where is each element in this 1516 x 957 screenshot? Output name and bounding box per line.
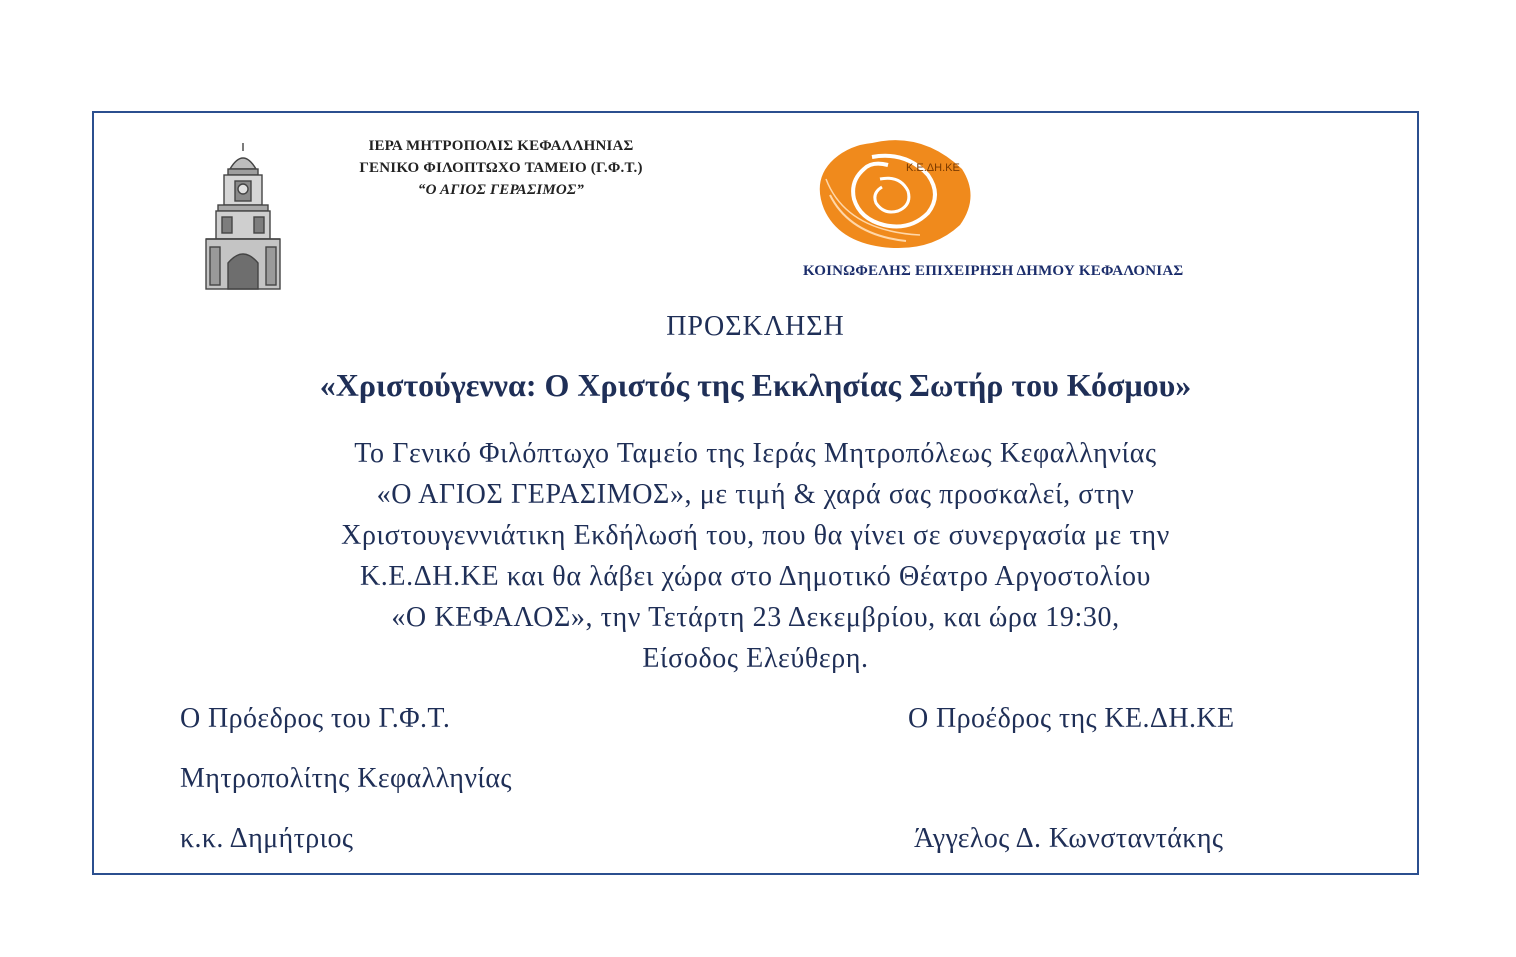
left-signature-name: κ.κ. Δημήτριος — [180, 823, 354, 854]
body-line: Κ.Ε.ΔΗ.ΚΕ και θα λάβει χώρα στο Δημοτικό Θέατρο Αργοστολίου — [359, 561, 1152, 592]
left-signature-title: Μητροπολίτης Κεφαλληνίας — [180, 763, 512, 794]
kedhke-logo-text: Κ.Ε.ΔΗ.ΚΕ — [906, 162, 960, 174]
church-line-1: ΙΕΡΑ ΜΗΤΡΟΠΟΛΙΣ ΚΕΦΑΛΛΗΝΙΑΣ — [368, 138, 634, 154]
left-signature-role: Ο Πρόεδρος του Γ.Φ.Τ. — [180, 703, 451, 734]
body-line: Το Γενικό Φιλόπτωχο Ταμείο της Ιεράς Μητροπόλεως Κεφαλληνίας — [354, 438, 1157, 469]
body-line: Χριστουγεννιάτικη Εκδήλωσή του, που θα γίνει σε συνεργασία με την — [341, 520, 1170, 551]
body-line: Είσοδος Ελεύθερη. — [642, 643, 869, 674]
church-line-3: “Ο ΑΓΙΟΣ ΓΕΡΑΣΙΜΟΣ” — [417, 182, 585, 198]
right-signature-name: Άγγελος Δ. Κωνσταντάκης — [914, 823, 1224, 854]
bell-tower-icon — [198, 139, 288, 291]
nautilus-shell-icon — [810, 135, 975, 253]
body-line: «Ο ΑΓΙΟΣ ΓΕΡΑΣΙΜΟΣ», με τιμή & χαρά σας προσκαλεί, στην — [376, 479, 1135, 510]
event-title: «Χριστούγεννα: Ο Χριστός της Εκκλησίας Σωτήρ του Κόσμου» — [319, 367, 1192, 403]
kedhke-caption: ΚΟΙΝΩΦΕΛΗΣ ΕΠΙΧΕΙΡΗΣΗ ΔΗΜΟΥ ΚΕΦΑΛΟΝΙΑΣ — [803, 263, 1184, 279]
right-signature-role: Ο Προέδρος της ΚΕ.ΔΗ.ΚΕ — [908, 703, 1235, 734]
church-header — [321, 135, 681, 201]
invitation-label: ΠΡΟΣΚΛΗΣΗ — [666, 311, 845, 342]
invitation-body — [94, 433, 1417, 679]
body-line: «Ο ΚΕΦΑΛΟΣ», την Τετάρτη 23 Δεκεμβρίου, και ώρα 19:30, — [391, 602, 1120, 633]
church-line-2: ΓΕΝΙΚΟ ΦΙΛΟΠΤΩΧΟ ΤΑΜΕΙΟ (Γ.Φ.Τ.) — [359, 160, 643, 176]
invitation-card — [92, 111, 1419, 875]
